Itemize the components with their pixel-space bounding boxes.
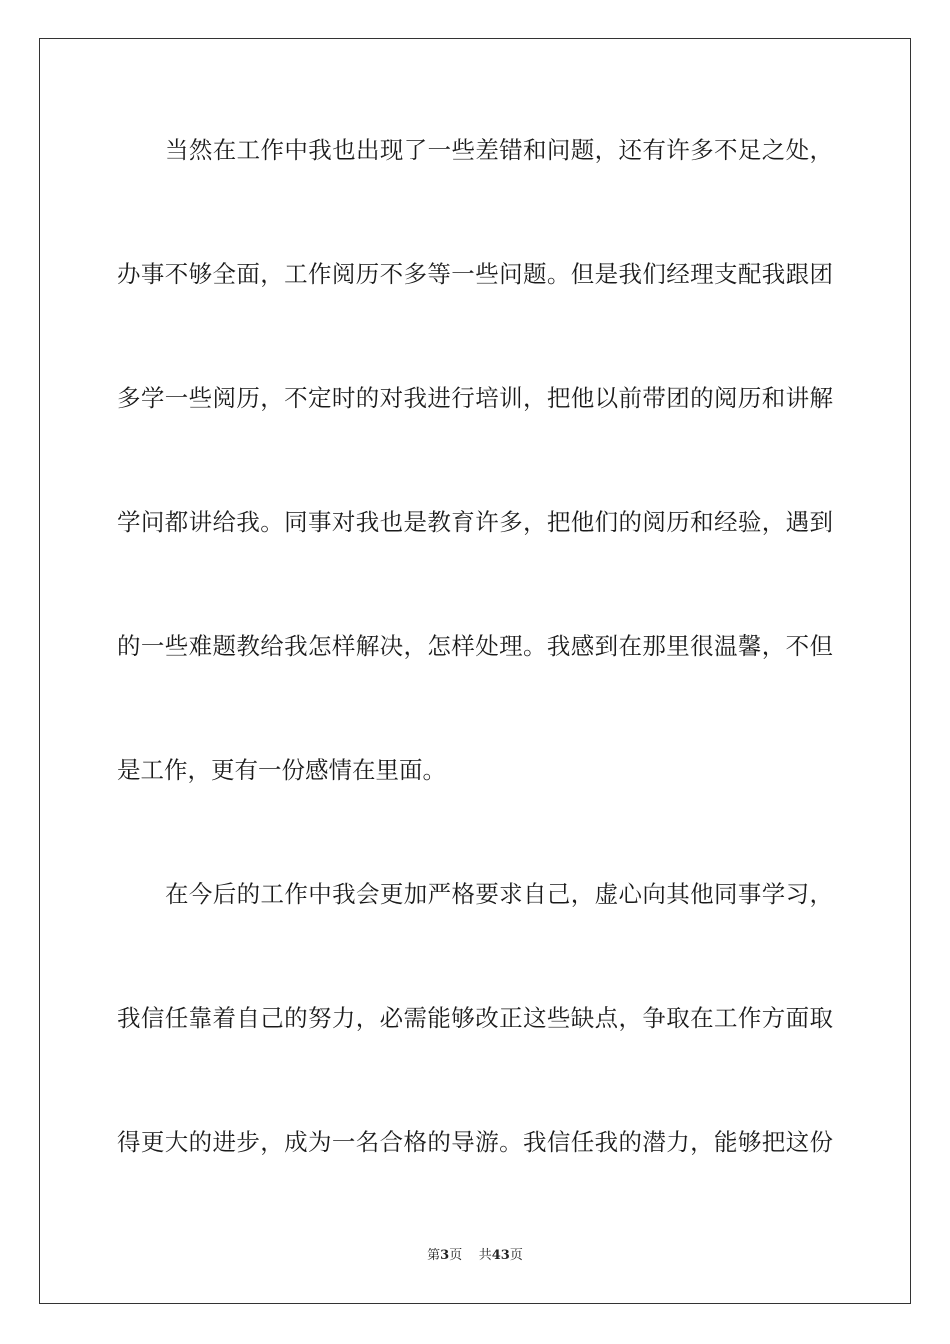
text-line: 是工作，更有一份感情在里面。: [117, 756, 446, 784]
text-line: 多学一些阅历，不定时的对我进行培训，把他以前带团的阅历和讲解: [117, 384, 833, 412]
text-line: 得更大的进步，成为一名合格的导游。我信任我的潜力，能够把这份: [117, 1128, 833, 1156]
total-pages: 43: [491, 1248, 510, 1263]
total-prefix: 共: [478, 1248, 492, 1263]
page-frame: [39, 38, 911, 1304]
text-line: 学问都讲给我。同事对我也是教育许多，把他们的阅历和经验，遇到: [117, 508, 833, 536]
total-suffix: 页: [509, 1248, 523, 1263]
text-line: 当然在工作中我也出现了一些差错和问题，还有许多不足之处，: [165, 136, 833, 164]
page-footer: [0, 1247, 950, 1265]
page-prefix: 第: [427, 1248, 441, 1263]
page-number: 3: [440, 1248, 450, 1263]
page-suffix: 页: [449, 1248, 463, 1263]
text-line: 办事不够全面，工作阅历不多等一些问题。但是我们经理支配我跟团: [117, 260, 833, 288]
text-line: 的一些难题教给我怎样解决，怎样处理。我感到在那里很温馨，不但: [117, 632, 833, 660]
text-line: 我信任靠着自己的努力，必需能够改正这些缺点，争取在工作方面取: [117, 1004, 833, 1032]
text-line: 在今后的工作中我会更加严格要求自己，虚心向其他同事学习，: [165, 880, 833, 908]
